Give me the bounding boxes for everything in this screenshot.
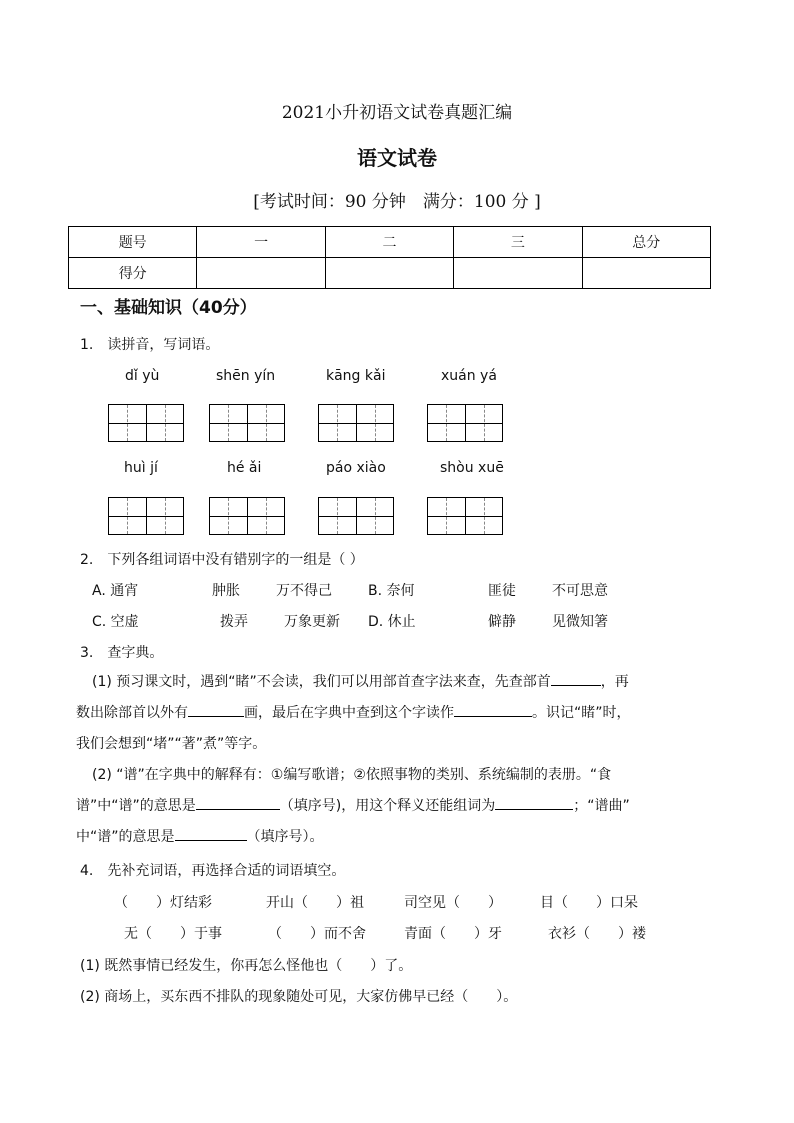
writing-grid[interactable]: [108, 404, 184, 442]
table-cell: 总分: [582, 227, 710, 258]
table-cell: 题号: [69, 227, 197, 258]
exam-subtitle: 语文试卷: [357, 146, 437, 170]
score-table: [68, 226, 711, 289]
answer-blank[interactable]: [495, 795, 573, 810]
text: ；“谱曲”: [573, 798, 630, 814]
option-word: 万象更新: [284, 614, 340, 630]
fill-word[interactable]: 司空见（ ）: [404, 895, 502, 911]
paragraph-line: [92, 667, 629, 698]
text: (1) 预习课文时，遇到“睹”不会读，我们可以用部首查字法来查，先查部首: [92, 674, 551, 690]
text: ，再: [600, 674, 629, 690]
option-word: 匪徒: [488, 583, 516, 599]
pinyin: kāng kǎi: [326, 368, 386, 384]
table-cell: 二: [325, 227, 453, 258]
answer-blank[interactable]: [196, 795, 280, 810]
fill-sentence[interactable]: (2) 商场上，买东西不排队的现象随处可见，大家仿佛早已经（ ）。: [80, 989, 518, 1005]
writing-grid[interactable]: [427, 497, 503, 535]
table-cell: 一: [197, 227, 325, 258]
fill-word[interactable]: 目（ ）口呆: [540, 895, 638, 911]
writing-grid[interactable]: [209, 404, 285, 442]
text: （填序号)，用这个释义还能组词为: [279, 798, 496, 814]
answer-blank[interactable]: [175, 826, 247, 841]
writing-grid[interactable]: [209, 497, 285, 535]
answer-blank[interactable]: [454, 702, 532, 717]
option-word: 不可思意: [552, 583, 608, 599]
exam-info: [考试时间：90 分钟 满分：100 分 ]: [253, 192, 541, 212]
text: 中“谱”的意思是: [76, 829, 175, 845]
option-word: 肿胀: [212, 583, 240, 599]
option-word: 万不得己: [276, 583, 332, 599]
option-word: 拨弄: [220, 614, 248, 630]
fill-word[interactable]: 衣衫（ ）褛: [548, 926, 646, 942]
document-title: 2021小升初语文试卷真题汇编: [281, 103, 513, 123]
pinyin: shòu xuē: [440, 460, 504, 476]
paragraph-line: [76, 698, 631, 729]
question-4-label: 4. 先补充词语，再选择合适的词语填空。: [80, 863, 346, 879]
fill-sentence[interactable]: (1) 既然事情已经发生，你再怎么怪他也（ ）了。: [80, 958, 413, 974]
pinyin: xuán yá: [441, 368, 497, 384]
option-word: 见微知箸: [552, 614, 608, 630]
writing-grid[interactable]: [318, 497, 394, 535]
fill-word[interactable]: 青面（ ）牙: [404, 926, 502, 942]
option-d[interactable]: D. 休止: [368, 614, 416, 630]
fill-word[interactable]: 无（ ）于事: [124, 926, 222, 942]
writing-grid[interactable]: [427, 404, 503, 442]
question-2-label: 2. 下列各组词语中没有错别字的一组是（ ）: [80, 552, 364, 568]
pinyin: páo xiào: [326, 460, 386, 476]
writing-grid[interactable]: [318, 404, 394, 442]
pinyin: dǐ yù: [125, 368, 160, 384]
text: （填序号）。: [246, 829, 324, 845]
fill-word[interactable]: 开山（ ）祖: [266, 895, 364, 911]
score-entry-cell[interactable]: [582, 258, 710, 289]
pinyin: shēn yín: [216, 368, 276, 384]
paragraph-line: [76, 791, 630, 822]
text: 。识记“睹”时，: [532, 705, 631, 721]
score-entry-cell[interactable]: [454, 258, 582, 289]
table-cell: 得分: [69, 258, 197, 289]
question-3-label: 3. 查字典。: [80, 645, 164, 661]
paragraph-line: [76, 822, 324, 853]
section-title: 一、基础知识（40分）: [80, 298, 257, 318]
option-a[interactable]: A. 通宵: [92, 583, 139, 599]
score-entry-cell[interactable]: [197, 258, 325, 289]
answer-blank[interactable]: [188, 702, 244, 717]
text: 谱”中“谱”的意思是: [76, 798, 196, 814]
pinyin: huì jí: [124, 460, 158, 476]
table-cell: 三: [454, 227, 582, 258]
score-table-header-row: [69, 227, 711, 258]
score-entry-cell[interactable]: [325, 258, 453, 289]
pinyin: hé ǎi: [227, 460, 262, 476]
paragraph-line: (2) “谱”在字典中的解释有：①编写歌谱；②依照事物的类别、系统编制的表册。“食: [92, 767, 612, 783]
question-1-label: 1. 读拼音，写词语。: [80, 337, 220, 353]
text: 数出除部首以外有: [76, 705, 188, 721]
option-word: 僻静: [488, 614, 516, 630]
paragraph-line: 我们会想到“堵”“著”煮”等字。: [76, 736, 267, 752]
fill-word[interactable]: （ ）灯结彩: [114, 895, 212, 911]
answer-blank[interactable]: [551, 671, 601, 686]
option-b[interactable]: B. 奈何: [368, 583, 415, 599]
writing-grid[interactable]: [108, 497, 184, 535]
option-c[interactable]: C. 空虚: [92, 614, 139, 630]
fill-word[interactable]: （ ）而不舍: [268, 926, 366, 942]
score-table-score-row: [69, 258, 711, 289]
text: 画，最后在字典中查到这个字读作: [244, 705, 454, 721]
